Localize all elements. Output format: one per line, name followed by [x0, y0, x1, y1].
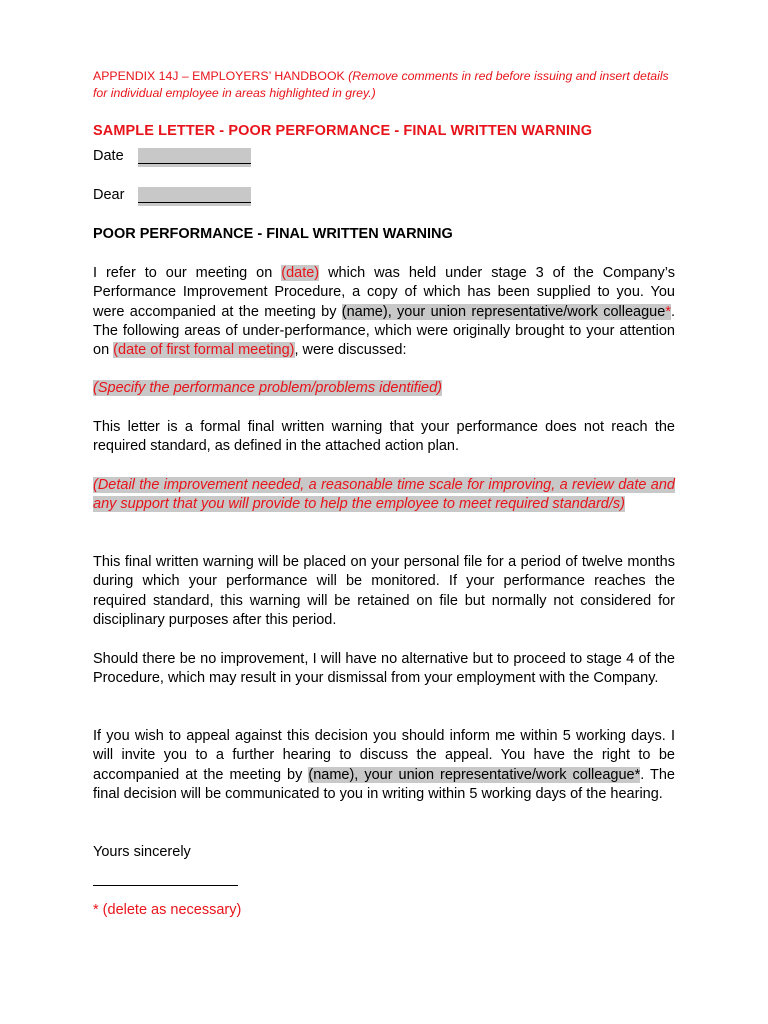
- recipient-input-blank[interactable]: [138, 187, 251, 206]
- dear-field: [93, 187, 124, 203]
- date-input-blank[interactable]: [138, 148, 251, 167]
- delete-note: * (delete as necessary): [93, 902, 242, 918]
- date-field: [93, 148, 124, 164]
- p5-text-1: If you wish to appeal against this decision you should inform me within 5 working days. I will invite you to a further hearing to discuss the appeal. You have the right to be accompanied at the meeting by: [93, 728, 675, 783]
- dear-label: Dear: [93, 187, 125, 203]
- appendix-comment: (Remove comments in red before issuing and insert details for individual employee in areas highlighted in grey.): [93, 69, 669, 100]
- date-label: Date: [93, 148, 124, 164]
- appendix-label: APPENDIX 14J – EMPLOYERS’ HANDBOOK: [93, 69, 345, 83]
- appendix-header: [93, 68, 675, 102]
- p5-text-2: . The final decision will be communicated to you in writing within 5 working days of the hearing.: [93, 766, 675, 802]
- signature-line: [93, 885, 238, 886]
- detail-instruction: [93, 476, 675, 515]
- appeal-companion-placeholder: (name), your union representative/work colleague*: [308, 766, 641, 783]
- p1-text-1: I refer to our meeting on: [93, 265, 282, 281]
- specify-text: (Specify the performance problem/problems identified): [93, 380, 442, 396]
- p1-text-2: which was held under stage 3 of the Company’s Performance Improvement Procedure, a copy of which has been supplied to you. You were accompanied at the meeting by: [93, 265, 675, 320]
- detail-text: (Detail the improvement needed, a reasonable time scale for improving, a review date and any support that you will provide to help the employee to meet required standard/s): [93, 477, 675, 513]
- closing: Yours sincerely: [93, 844, 191, 860]
- paragraph-personal-file: This final written warning will be placed on your personal file for a period of twelve months during which your performance will be monitored. If your performance reaches the required standard, this warning will be retained on file but normally not considered for disciplinary purposes after this period.: [93, 554, 675, 628]
- specify-instruction: [93, 379, 675, 398]
- paragraph-appeal: [93, 727, 675, 804]
- paragraph-no-improvement: Should there be no improvement, I will have no alternative but to proceed to stage 4 of the Procedure, which may result in your dismissal from your employment with the Company.: [93, 651, 675, 687]
- meeting-date-placeholder: (date): [281, 265, 320, 281]
- paragraph-meeting: [93, 264, 675, 360]
- companion-placeholder: [342, 304, 671, 320]
- first-meeting-placeholder: (date of first formal meeting): [113, 342, 295, 359]
- companion-text: (name), your union representative/work colleague: [341, 303, 666, 320]
- companion-star: *: [665, 303, 671, 320]
- p1-text-4: , were discussed:: [294, 342, 407, 359]
- letter-title: SAMPLE LETTER - POOR PERFORMANCE - FINAL WRITTEN WARNING: [93, 123, 593, 139]
- paragraph-formal-warning: This letter is a formal final written warning that your performance does not reach the required standard, as defined in the attached action plan.: [93, 419, 675, 455]
- p1-text-3: . The following areas of under-performance, which were originally brought to your attention on: [93, 303, 675, 359]
- letter-heading: POOR PERFORMANCE - FINAL WRITTEN WARNING: [93, 226, 453, 242]
